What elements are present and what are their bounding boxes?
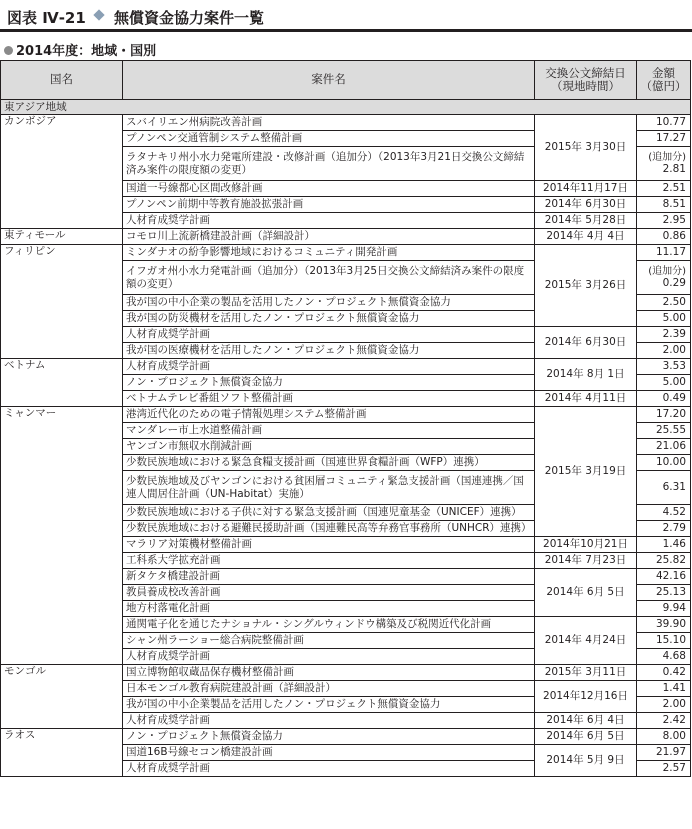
amount-cell: 25.55 bbox=[637, 423, 691, 439]
amount-cell: 10.00 bbox=[637, 455, 691, 471]
project-name-cell: 我が国の医療機材を活用したノン・プロジェクト無償資金協力 bbox=[123, 343, 535, 359]
table-row bbox=[1, 197, 691, 213]
country-cell: ミャンマー bbox=[1, 407, 123, 423]
table-row bbox=[1, 391, 691, 407]
country-cell bbox=[1, 697, 123, 713]
amount-cell bbox=[637, 147, 691, 181]
amount-cell: 42.16 bbox=[637, 569, 691, 585]
diamond-icon bbox=[93, 9, 104, 20]
amount-cell: 2.95 bbox=[637, 213, 691, 229]
country-cell bbox=[1, 391, 123, 407]
country-cell bbox=[1, 131, 123, 147]
project-name-cell: 国道一号線都心区間改修計画 bbox=[123, 181, 535, 197]
figure-title-bar bbox=[0, 0, 692, 32]
country-cell bbox=[1, 713, 123, 729]
grant-aid-table bbox=[0, 60, 691, 777]
amount-cell: 2.42 bbox=[637, 713, 691, 729]
table-row bbox=[1, 729, 691, 745]
amount-cell: 2.00 bbox=[637, 697, 691, 713]
project-name-cell: 教員養成校改善計画 bbox=[123, 585, 535, 601]
amount-cell: 0.49 bbox=[637, 391, 691, 407]
project-name-cell: 通関電子化を通じたナショナル・シングルウィンドウ構築及び税関近代化計画 bbox=[123, 617, 535, 633]
project-name-cell: コモロ川上流新橋建設計画（詳細設計） bbox=[123, 229, 535, 245]
table-row bbox=[1, 681, 691, 697]
table-header-row bbox=[1, 61, 691, 100]
region-row bbox=[1, 100, 691, 115]
amount-cell: 17.27 bbox=[637, 131, 691, 147]
amount-cell: 8.51 bbox=[637, 197, 691, 213]
table-row bbox=[1, 537, 691, 553]
country-cell bbox=[1, 213, 123, 229]
header-country: 国名 bbox=[1, 61, 123, 100]
header-date: 交換公文締結日 （現地時間） bbox=[535, 61, 637, 100]
country-cell bbox=[1, 553, 123, 569]
table-row bbox=[1, 617, 691, 633]
exchange-date-cell: 2014年 6月 5日 bbox=[535, 729, 637, 745]
project-name-cell: マンダレー市上水道整備計画 bbox=[123, 423, 535, 439]
exchange-date-cell: 2014年11月17日 bbox=[535, 181, 637, 197]
project-name-cell: 我が国の中小企業の製品を活用したノン・プロジェクト無償資金協力 bbox=[123, 295, 535, 311]
amount-cell: 1.41 bbox=[637, 681, 691, 697]
project-name-cell: ミンダナオの紛争影響地域におけるコミュニティ開発計画 bbox=[123, 245, 535, 261]
amount-cell: 2.79 bbox=[637, 521, 691, 537]
country-cell bbox=[1, 439, 123, 455]
country-cell bbox=[1, 181, 123, 197]
table-row bbox=[1, 213, 691, 229]
amount-cell: 8.00 bbox=[637, 729, 691, 745]
project-name-cell: 人材育成奨学計画 bbox=[123, 213, 535, 229]
country-cell bbox=[1, 745, 123, 761]
project-name-cell: ノン・プロジェクト無償資金協力 bbox=[123, 375, 535, 391]
amount-cell: 9.94 bbox=[637, 601, 691, 617]
amount-cell: 6.31 bbox=[637, 471, 691, 505]
table-row bbox=[1, 569, 691, 585]
country-cell bbox=[1, 569, 123, 585]
amount-cell: 4.68 bbox=[637, 649, 691, 665]
table-row bbox=[1, 407, 691, 423]
exchange-date-cell: 2014年 6月30日 bbox=[535, 197, 637, 213]
amount-cell: 2.50 bbox=[637, 295, 691, 311]
amount-cell: 25.82 bbox=[637, 553, 691, 569]
country-cell: 東ティモール bbox=[1, 229, 123, 245]
header-amount: 金額 （億円） bbox=[637, 61, 691, 100]
country-cell bbox=[1, 761, 123, 777]
country-cell bbox=[1, 681, 123, 697]
table-row bbox=[1, 229, 691, 245]
country-cell: モンゴル bbox=[1, 665, 123, 681]
exchange-date-cell: 2015年 3月26日 bbox=[535, 245, 637, 327]
country-cell bbox=[1, 601, 123, 617]
project-name-cell: 日本モンゴル教育病院建設計画（詳細設計） bbox=[123, 681, 535, 697]
country-cell: ベトナム bbox=[1, 359, 123, 375]
exchange-date-cell: 2015年 3月30日 bbox=[535, 115, 637, 181]
project-name-cell: マラリア対策機材整備計画 bbox=[123, 537, 535, 553]
country-cell bbox=[1, 537, 123, 553]
amount-cell: 11.17 bbox=[637, 245, 691, 261]
country-cell bbox=[1, 649, 123, 665]
table-row bbox=[1, 115, 691, 131]
country-cell: カンボジア bbox=[1, 115, 123, 131]
country-cell: フィリピン bbox=[1, 245, 123, 261]
table-row bbox=[1, 327, 691, 343]
country-cell bbox=[1, 261, 123, 295]
project-name-cell: 港湾近代化のための電子情報処理システム整備計画 bbox=[123, 407, 535, 423]
amount-cell: 2.00 bbox=[637, 343, 691, 359]
project-name-cell: 少数民族地域における避難民援助計画（国連難民高等弁務官事務所（UNHCR）連携） bbox=[123, 521, 535, 537]
figure-title: 無償資金協力案件一覧 bbox=[114, 9, 265, 27]
amount-cell: 25.13 bbox=[637, 585, 691, 601]
project-name-cell: 少数民族地域における緊急食糧支援計画（国連世界食糧計画（WFP）連携） bbox=[123, 455, 535, 471]
amount-cell: 0.42 bbox=[637, 665, 691, 681]
country-cell bbox=[1, 585, 123, 601]
amount-cell: 0.86 bbox=[637, 229, 691, 245]
amount-note: (追加分) bbox=[648, 265, 686, 277]
country-cell bbox=[1, 295, 123, 311]
project-name-cell: 地方村落電化計画 bbox=[123, 601, 535, 617]
country-cell bbox=[1, 327, 123, 343]
country-cell bbox=[1, 521, 123, 537]
country-cell bbox=[1, 617, 123, 633]
project-name-cell: ヤンゴン市無収水削減計画 bbox=[123, 439, 535, 455]
amount-cell: 5.00 bbox=[637, 375, 691, 391]
project-name-cell: イフガオ州小水力発電計画（追加分）（2013年3月25日交換公文締結済み案件の限度額の変更） bbox=[123, 261, 535, 295]
exchange-date-cell: 2015年 3月11日 bbox=[535, 665, 637, 681]
project-name-cell: 人材育成奨学計画 bbox=[123, 327, 535, 343]
amount-cell: 21.06 bbox=[637, 439, 691, 455]
region-label: 東アジア地域 bbox=[1, 100, 691, 115]
amount-cell: 39.90 bbox=[637, 617, 691, 633]
table-row bbox=[1, 553, 691, 569]
exchange-date-cell: 2015年 3月19日 bbox=[535, 407, 637, 537]
project-name-cell: 人材育成奨学計画 bbox=[123, 713, 535, 729]
amount-cell: 2.51 bbox=[637, 181, 691, 197]
amount-cell: 10.77 bbox=[637, 115, 691, 131]
country-cell bbox=[1, 505, 123, 521]
amount-cell: 4.52 bbox=[637, 505, 691, 521]
project-name-cell: 国道16B号線セコン橋建設計画 bbox=[123, 745, 535, 761]
exchange-date-cell: 2014年 8月 1日 bbox=[535, 359, 637, 391]
country-cell bbox=[1, 375, 123, 391]
table-row bbox=[1, 665, 691, 681]
country-cell bbox=[1, 197, 123, 213]
exchange-date-cell: 2014年 4月24日 bbox=[535, 617, 637, 665]
project-name-cell: スバイリエン州病院改善計画 bbox=[123, 115, 535, 131]
amount-value: 0.29 bbox=[662, 277, 686, 290]
amount-value: 2.81 bbox=[662, 163, 686, 176]
title-underline bbox=[0, 29, 692, 32]
exchange-date-cell: 2014年 5月 9日 bbox=[535, 745, 637, 777]
section-heading bbox=[4, 40, 156, 59]
amount-cell: 2.57 bbox=[637, 761, 691, 777]
country-cell bbox=[1, 343, 123, 359]
table-row bbox=[1, 713, 691, 729]
exchange-date-cell: 2014年 5月28日 bbox=[535, 213, 637, 229]
project-name-cell: 国立博物館収蔵品保存機材整備計画 bbox=[123, 665, 535, 681]
amount-cell: 3.53 bbox=[637, 359, 691, 375]
country-cell bbox=[1, 311, 123, 327]
project-name-cell: ラタナキリ州小水力発電所建設・改修計画（追加分）（2013年3月21日交換公文締結済み案件の限度額の変更） bbox=[123, 147, 535, 181]
exchange-date-cell: 2014年 6月 4日 bbox=[535, 713, 637, 729]
project-name-cell: 人材育成奨学計画 bbox=[123, 649, 535, 665]
country-cell bbox=[1, 455, 123, 471]
amount-cell: 17.20 bbox=[637, 407, 691, 423]
exchange-date-cell: 2014年 4月 4日 bbox=[535, 229, 637, 245]
amount-cell: 1.46 bbox=[637, 537, 691, 553]
exchange-date-cell: 2014年 6月 5日 bbox=[535, 569, 637, 617]
country-cell bbox=[1, 423, 123, 439]
country-cell bbox=[1, 147, 123, 181]
bullet-icon bbox=[4, 46, 13, 55]
table-row bbox=[1, 245, 691, 261]
project-name-cell: 工科系大学拡充計画 bbox=[123, 553, 535, 569]
project-name-cell: 少数民族地域及びヤンゴンにおける貧困層コミュニティ緊急支援計画（国連連携／国連人間居住計画（UN-Habitat）実施） bbox=[123, 471, 535, 505]
amount-cell: 15.10 bbox=[637, 633, 691, 649]
project-name-cell: 新タケタ橋建設計画 bbox=[123, 569, 535, 585]
project-name-cell: シャン州ラーショー総合病院整備計画 bbox=[123, 633, 535, 649]
amount-cell: 5.00 bbox=[637, 311, 691, 327]
amount-cell: 2.39 bbox=[637, 327, 691, 343]
project-name-cell: 人材育成奨学計画 bbox=[123, 359, 535, 375]
project-name-cell: ベトナムテレビ番組ソフト整備計画 bbox=[123, 391, 535, 407]
project-name-cell: プノンペン交通管制システム整備計画 bbox=[123, 131, 535, 147]
amount-cell: 21.97 bbox=[637, 745, 691, 761]
amount-cell bbox=[637, 261, 691, 295]
amount-note: (追加分) bbox=[648, 151, 686, 163]
exchange-date-cell: 2014年12月16日 bbox=[535, 681, 637, 713]
project-name-cell: 人材育成奨学計画 bbox=[123, 761, 535, 777]
table-row bbox=[1, 745, 691, 761]
project-name-cell: 少数民族地域における子供に対する緊急支援計画（国連児童基金（UNICEF）連携） bbox=[123, 505, 535, 521]
exchange-date-cell: 2014年 7月23日 bbox=[535, 553, 637, 569]
table-row bbox=[1, 181, 691, 197]
header-project: 案件名 bbox=[123, 61, 535, 100]
project-name-cell: 我が国の防災機材を活用したノン・プロジェクト無償資金協力 bbox=[123, 311, 535, 327]
figure-number: 図表 Ⅳ-21 bbox=[7, 9, 86, 27]
table-row bbox=[1, 359, 691, 375]
exchange-date-cell: 2014年 6月30日 bbox=[535, 327, 637, 359]
country-cell bbox=[1, 633, 123, 649]
country-cell: ラオス bbox=[1, 729, 123, 745]
section-label: 2014年度：地域・国別 bbox=[16, 44, 157, 59]
project-name-cell: プノンペン前期中等教育施設拡張計画 bbox=[123, 197, 535, 213]
project-name-cell: 我が国の中小企業製品を活用したノン・プロジェクト無償資金協力 bbox=[123, 697, 535, 713]
exchange-date-cell: 2014年 4月11日 bbox=[535, 391, 637, 407]
exchange-date-cell: 2014年10月21日 bbox=[535, 537, 637, 553]
country-cell bbox=[1, 471, 123, 505]
project-name-cell: ノン・プロジェクト無償資金協力 bbox=[123, 729, 535, 745]
